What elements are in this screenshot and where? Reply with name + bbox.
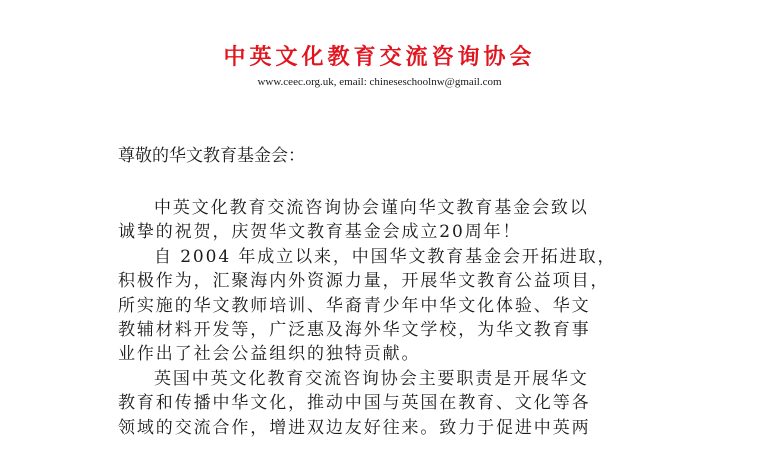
body-line: 教辅材料开发等，广泛惠及海外华文学校，为华文教育事 [118,319,591,340]
body-line: 领域的交流合作，增进双边友好往来。致力于促进中英两 [118,417,591,438]
body-line: 积极作为，汇聚海内外资源力量，开展华文教育公益项目， [118,271,610,292]
organization-contact: www.ceec.org.uk, email: chineseschoolnw@gmail.com [257,76,502,88]
organization-title: 中英文化教育交流咨询协会 [223,44,536,70]
letter-body [118,196,658,440]
body-line: 自 2004 年成立以来，中国华文教育基金会开拓进取， [154,246,617,267]
body-line: 诚挚的祝贺，庆贺华文教育基金会成立20周年！ [118,222,522,243]
body-line: 英国中英文化教育交流咨询协会主要职责是开展华文 [154,368,589,389]
body-line: 所实施的华文教师培训、华裔青少年中华文化体验、华文 [118,295,591,316]
letter-salutation: 尊敬的华文教育基金会： [118,146,305,166]
body-line: 业作出了社会公益组织的独特贡献。 [118,344,421,365]
body-line: 教育和传播中华文化，推动中国与英国在教育、文化等各 [118,393,591,414]
body-line: 中英文化教育交流咨询协会谨向华文教育基金会致以 [154,198,589,218]
